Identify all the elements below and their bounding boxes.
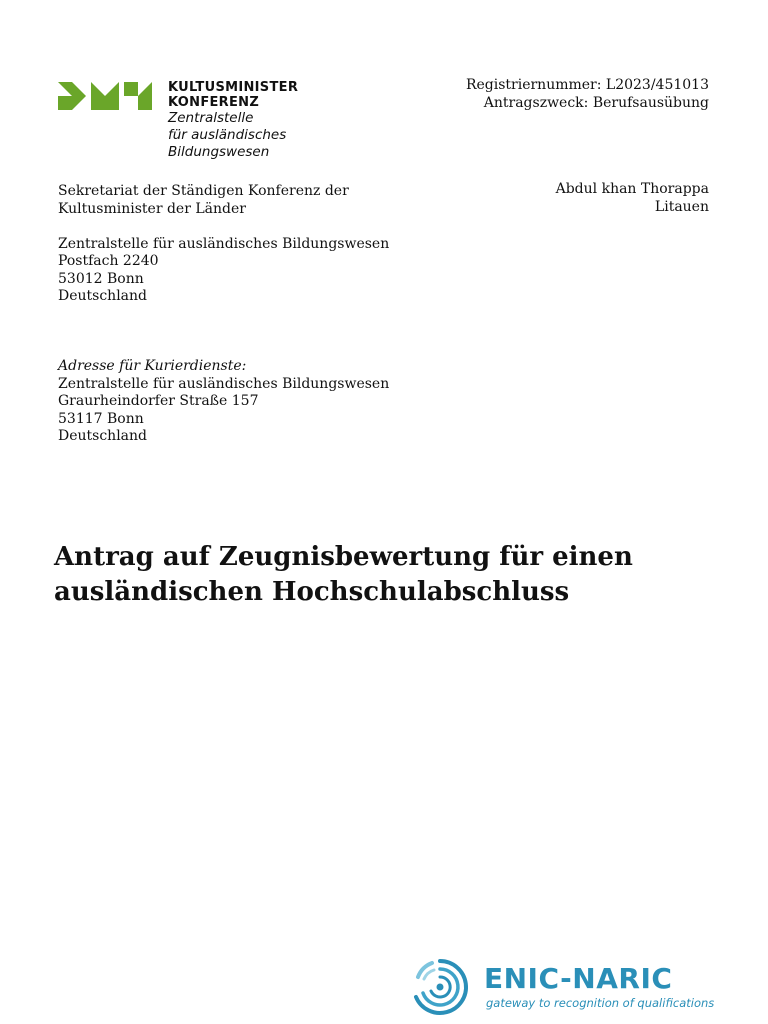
application-purpose: Antragszweck: Berufsausübung [483,95,709,111]
applicant-name: Abdul khan Thorappa [555,181,709,197]
document-title [54,540,714,610]
courier-line-3: 53117 Bonn [58,410,144,427]
title-line-2: ausländischen Hochschulabschluss [54,577,570,607]
kmk-line-5: Bildungswesen [168,144,270,160]
registration-block [466,76,709,112]
recipient-line-3: Zentralstelle für ausländisches Bildungswesen [58,235,390,252]
title-line-1: Antrag auf Zeugnisbewertung für einen [54,542,633,572]
kmk-line-2: KONFERENZ [168,95,260,110]
recipient-line-6: Deutschland [58,288,147,304]
kmk-line-1: KULTUSMINISTER [168,80,299,95]
recipient-line-1: Sekretariat der Ständigen Konferenz der [58,183,349,199]
enic-naric-ring-icon [410,957,470,1017]
kmk-mark-icon [58,82,154,110]
recipient-line-4: Postfach 2240 [58,253,159,269]
recipient-line-2: Kultusminister der Länder [58,200,246,217]
enic-naric-name: ENIC-NARIC [484,962,673,995]
courier-address [58,358,389,446]
courier-line-2: Graurheindorfer Straße 157 [58,393,259,409]
registration-number: Registriernummer: L2023/451013 [465,77,709,93]
enic-naric-logo [410,955,715,1019]
courier-line-1: Zentralstelle für ausländisches Bildungswesen [58,375,390,392]
courier-line-4: Deutschland [58,428,147,444]
kmk-line-3: Zentralstelle [168,110,254,126]
kmk-logo [58,80,318,164]
kmk-line-4: für ausländisches [168,127,287,143]
enic-naric-tagline: gateway to recognition of qualifications [486,996,715,1010]
kmk-wordmark [168,80,298,161]
recipient-address [58,183,389,306]
applicant-country: Litauen [654,198,709,215]
applicant-block [556,181,709,216]
recipient-line-5: 53012 Bonn [58,270,144,287]
courier-heading: Adresse für Kurierdienste: [58,358,247,374]
